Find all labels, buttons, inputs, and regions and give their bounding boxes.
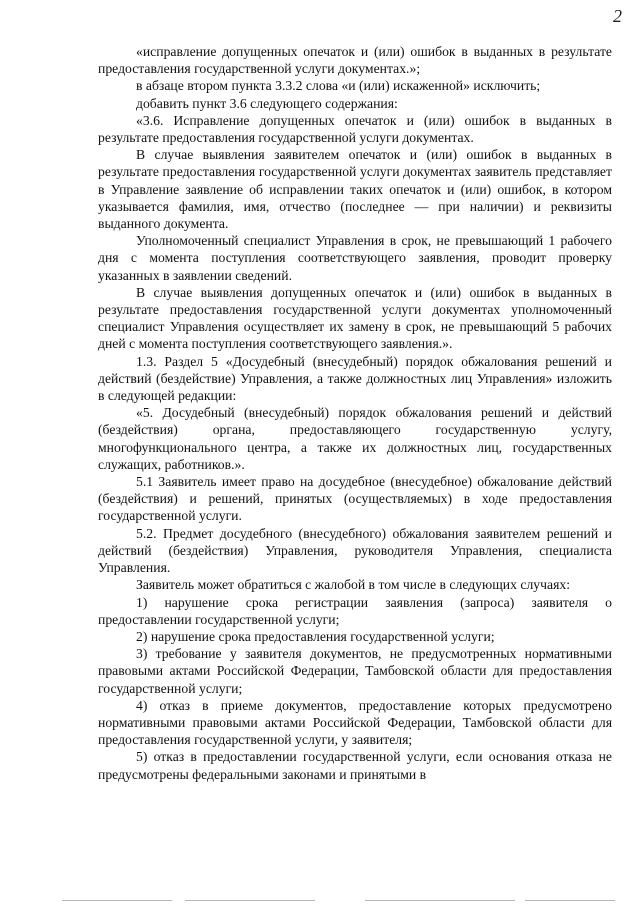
paragraph: в абзаце втором пункта 3.3.2 слова «и (или) искаженной» исключить; — [136, 78, 541, 94]
paragraph: 1) нарушение срока регистрации заявления (запроса) заявителя о предоставлении государственной услуги; — [98, 594, 612, 627]
paragraph: «3.6. Исправление допущенных опечаток и (или) ошибок в выданных в результате предоставления государственной услуги документах. — [98, 112, 612, 146]
page-number: 2 — [613, 6, 622, 26]
paragraph: 5.1 Заявитель имеет право на досудебное (внесудебное) обжалование действий (бездействия) и решений, принятых (осуществляемых) в ходе предоставления государственной услуги. — [98, 474, 612, 524]
scan-edge-line — [62, 900, 172, 901]
paragraph: 4) отказ в приеме документов, предоставление которых предусмотрено нормативными правовыми актами Российской Федерации, Тамбовской области для предоставления государственной услуги, у заявителя; — [98, 697, 612, 748]
paragraph: Заявитель может обратиться с жалобой в том числе в следующих случаях: — [136, 577, 571, 593]
paragraph: 5) отказ в предоставлении государственной услуги, если основания отказа не предусмотрены федеральными законами и принятыми в — [98, 749, 612, 782]
paragraph: В случае выявления заявителем опечаток и (или) ошибок в выданных в результате предоставления государственной услуги документах заявитель представляет в Управление заявление об исправлении таких опечаток и (или) ошибок, в котором указывается фамилия, имя, отчество (последнее — при наличии) и реквизиты выданного документа. — [98, 147, 612, 232]
scan-edge-line — [525, 900, 615, 901]
paragraph: 1.3. Раздел 5 «Досудебный (внесудебный) порядок обжалования решений и действий (бездействие) Управления, а также должностных лиц Управления» изложить в следующей редакции: — [98, 353, 612, 404]
scan-edge-line — [365, 900, 515, 901]
paragraph: «исправление допущенных опечаток и (или) ошибок в выданных в результате предоставления государственной услуги документах.»; — [98, 44, 612, 77]
document-body — [98, 43, 612, 783]
paragraph: В случае выявления допущенных опечаток и (или) ошибок в выданных в результате предоставления государственной услуги документах уполномоченный специалист Управления осуществляет их замену в срок, не превышающий 5 рабочих дней с момента поступления соответствующего заявления.». — [98, 284, 612, 352]
scan-edge-line — [185, 900, 315, 901]
paragraph: Уполномоченный специалист Управления в срок, не превышающий 1 рабочего дня с момента поступления соответствующего заявления, проводит проверку указанных в заявлении сведений. — [98, 233, 612, 283]
paragraph: «5. Досудебный (внесудебный) порядок обжалования решений и действий (бездействия) органа, предоставляющего государственную услугу, многофункционального центра, а также их должностных лиц, государственных служащих, работников.». — [98, 405, 612, 472]
paragraph: 2) нарушение срока предоставления государственной услуги; — [136, 628, 495, 644]
paragraph: 5.2. Предмет досудебного (внесудебного) обжалования заявителем решений и действий (бездействия) Управления, руководителя Управления, специалиста Управления. — [98, 525, 612, 576]
paragraph: 3) требование у заявителя документов, не предусмотренных нормативными правовыми актами Российской Федерации, Тамбовской области для предоставления государственной услуги; — [98, 646, 612, 696]
paragraph: добавить пункт 3.6 следующего содержания: — [136, 95, 398, 111]
